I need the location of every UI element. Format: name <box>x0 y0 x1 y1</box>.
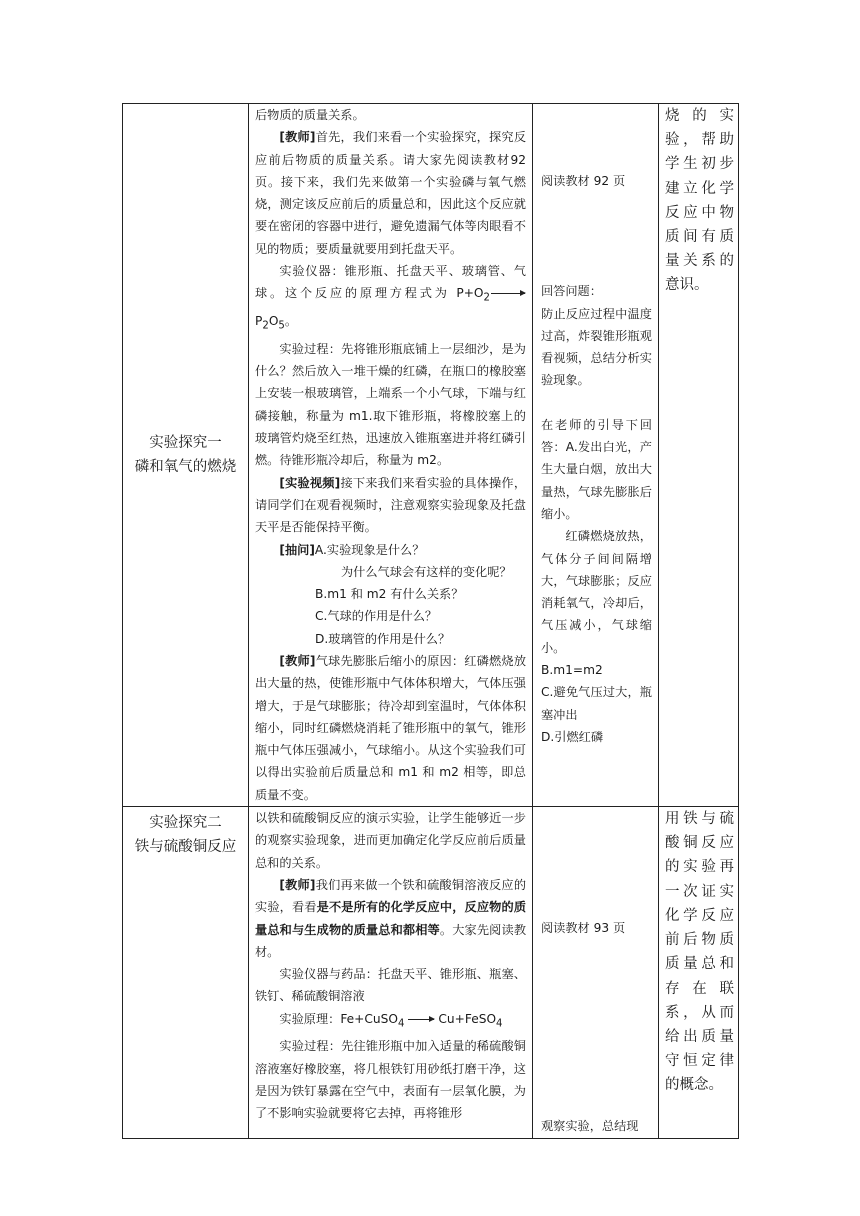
paragraph: 阅读教材 93 页 <box>541 921 626 936</box>
design-intent-cell <box>659 104 739 807</box>
paragraph: D.玻璃管的作用是什么？ <box>315 631 451 646</box>
student-activity-cell <box>533 104 659 807</box>
paragraph: B.m1 和 m2 有什么关系？ <box>315 587 464 602</box>
paragraph: 在老师的引导下回答：A.发出白光，产生大量白烟，放出大量热，气球先膨胀后缩小。 <box>541 417 652 521</box>
stage-cell <box>123 807 249 1139</box>
paragraph: D.引燃红磷 <box>541 729 604 744</box>
paragraph: 实验仪器：锥形瓶、托盘天平、玻璃管、气球。这个反应的原理方程式为 $P+O_2P_2O_5$。 <box>255 264 526 332</box>
design-intent-cell <box>659 807 739 1139</box>
reaction-arrow-icon <box>491 293 525 294</box>
paragraph: 阅读教材 92 页 <box>541 174 626 188</box>
role-tag: [教师] <box>279 130 316 145</box>
paragraph: C.避免气压过大，瓶塞冲出 <box>541 685 652 722</box>
role-tag: [抽问] <box>279 542 315 557</box>
paragraph: 用铁与硫酸铜反应的实验再一次证实化学反应前后物质质量总和存在联系，从而给出质量守恒定律的概念。 <box>665 811 734 1094</box>
paragraph: 观察实验，总结现 <box>541 1119 639 1134</box>
paragraph: 烧的实验，帮助学生初步建立化学反应中物质间有质量关系的意识。 <box>665 108 734 294</box>
lesson-plan-table <box>122 103 739 1139</box>
paragraph: [教师]首先，我们来看一个实验探究，探究反应前后物质的质量关系。请大家先阅读教材92页。接下来，我们先来做第一个实验磷与氧气燃烧，测定该反应前后的质量总和，因此这个反应就要在密闭的容器中进行，避免遗漏气体等肉眼看不见的物质；要质量就要用到托盘天平。 <box>255 130 527 256</box>
paragraph: [实验视频]接下来我们来看实验的具体操作，请同学们在观看视频时，注意观察实验现象及托盘天平是否能保持平衡。 <box>255 475 527 535</box>
teacher-activity-cell <box>249 807 533 1139</box>
student-activity-cell <box>533 807 659 1139</box>
role-tag: [实验视频] <box>279 475 341 490</box>
emphasis-text: 是不是所有的化学反应中，反应物的质量总和与生成物的质量总和都相等 <box>255 900 527 937</box>
paragraph: [抽问]A.实验现象是什么？ <box>279 542 425 557</box>
paragraph: 后物质的质量关系。 <box>255 108 365 122</box>
stage-cell <box>123 104 249 807</box>
paragraph: C.气球的作用是什么？ <box>315 609 438 624</box>
paragraph: 以铁和硫酸铜反应的演示实验，让学生能够近一步的观察实验现象，进而更加确定化学反应前后质量总和的关系。 <box>255 811 526 870</box>
paragraph: 为什么气球会有这样的变化呢？ <box>341 564 512 579</box>
paragraph: [教师]气球先膨胀后缩小的原因：红磷燃烧放出大量的热，使锥形瓶中气体体积增大，气体压强增大，于是气球膨胀；待冷却到室温时，气体体积缩小，同时红磷燃烧消耗了锥形瓶中的氧气，锥形瓶中气体压强减小，气球缩小。从这个实验我们可以得出实验前后质量总和 m1 和 m2 相等，即总质量不变。 <box>255 654 527 802</box>
role-tag: [教师] <box>279 654 316 668</box>
reaction-arrow-icon <box>408 1019 434 1020</box>
paragraph: [教师]我们再来做一个铁和硫酸铜溶液反应的实验，看看是不是所有的化学反应中，反应物的质量总和与生成物的质量总和都相等。大家先阅读教材。 <box>255 877 527 959</box>
stage-title: 实验探究二 <box>149 815 222 832</box>
paragraph: B.m1=m2 <box>541 663 603 678</box>
role-tag: [教师] <box>279 877 316 892</box>
paragraph: 防止反应过程中温度过高，炸裂锥形瓶观看视频，总结分析实验现象。 <box>541 306 652 388</box>
stage-subtitle: 磷和氧气的燃烧 <box>134 459 237 476</box>
paragraph: 实验过程：先往锥形瓶中加入适量的稀硫酸铜溶液塞好橡胶塞，将几根铁钉用砂纸打磨干净，这是因为铁钉暴露在空气中，表面有一层氧化膜，为了不影响实验就要将它去掉，再将锥形 <box>255 1039 526 1121</box>
stage-subtitle: 铁与硫酸铜反应 <box>134 839 237 856</box>
table-row <box>123 104 739 807</box>
paragraph: 实验仪器与药品：托盘天平、锥形瓶、瓶塞、铁钉、稀硫酸铜溶液 <box>255 967 526 1004</box>
paragraph: 回答问题： <box>541 284 602 299</box>
paragraph: 实验过程：先将锥形瓶底铺上一层细沙，是为什么？然后放入一堆干燥的红磷，在瓶口的橡胶塞上安装一根玻璃管，上端系一个小气球，下端与红磷接触，称量为 m1.取下锥形瓶，将橡胶塞上的玻璃管灼烧至红热，迅速放入锥瓶塞进并将红磷引燃。待锥形瓶冷却后，称量为 m2。 <box>255 341 526 468</box>
teacher-activity-cell <box>249 104 533 807</box>
paragraph: 红磷燃烧放热，气体分子间间隔增大，气球膨胀；反应消耗氧气，冷却后，气压减小，气球缩小。 <box>541 529 652 655</box>
stage-title: 实验探究一 <box>149 435 222 452</box>
table-row <box>123 807 739 1139</box>
paragraph: 实验原理：Fe+CuSO$_4$ Cu+FeSO$_4$ <box>279 1011 503 1030</box>
